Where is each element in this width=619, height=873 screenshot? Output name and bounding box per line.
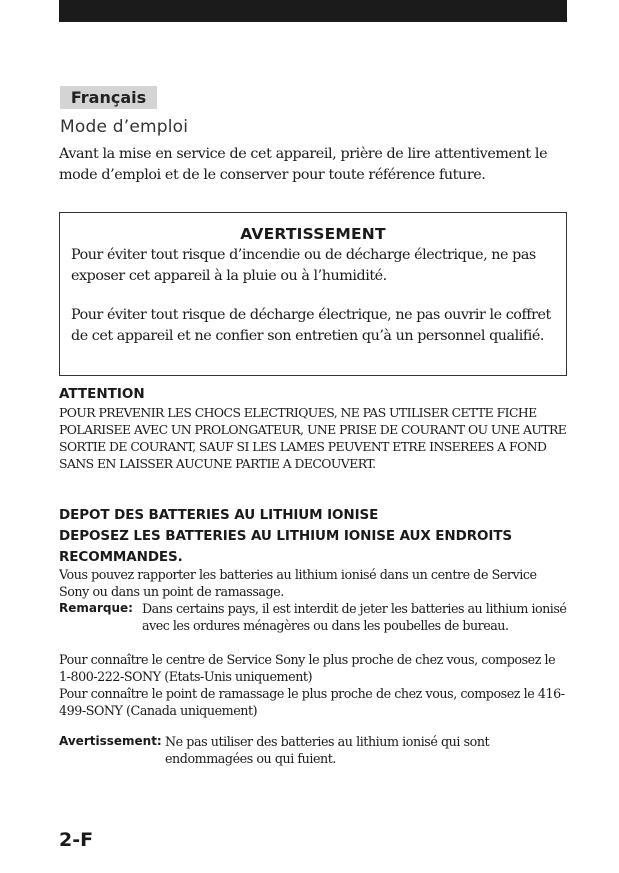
section-title: Mode d’emploi <box>60 117 189 137</box>
intro-paragraph: Avant la mise en service de cet appareil, prière de lire attentivement le mode d’emploi et de le conserver pour toute référence future. <box>59 146 548 183</box>
page-number: 2-F <box>59 829 94 851</box>
contact-us-text: Pour connaître le centre de Service Sony le plus proche de chez vous, composez le 1-800-222-SONY (Etats-Unis uniquement) <box>59 652 556 684</box>
remark-text: Dans certains pays, il est interdit de jeter les batteries au lithium ionisé avec les ordures ménagères ou dans les poubelles de bureau. <box>142 601 567 633</box>
warning-paragraph-fire: Pour éviter tout risque d’incendie ou de décharge électrique, ne pas exposer cet appareil à la pluie ou à l’humidité. <box>71 247 536 284</box>
battery-disposal-subheading: DEPOSEZ LES BATTERIES AU LITHIUM IONISE AUX ENDROITS RECOMMANDES. <box>59 528 513 565</box>
warning-title: AVERTISSEMENT <box>240 225 386 243</box>
contact-canada-text: Pour connaître le point de ramassage le plus proche de chez vous, composez le 416-499-SONY (Canada uniquement) <box>59 686 565 718</box>
battery-disposal-heading: DEPOT DES BATTERIES AU LITHIUM IONISE <box>59 507 379 523</box>
attention-body: POUR PREVENIR LES CHOCS ELECTRIQUES, NE PAS UTILISER CETTE FICHE POLARISEE AVEC UN PROLONGATEUR, UNE PRISE DE COURANT OU UNE AUTRE SORTIE DE COURANT, SAUF SI LES LAMES PEUVENT ETRE INSEREES A FOND SANS EN LAISSER AUCUNE PARTIE A DECOUVERT. <box>59 405 567 471</box>
warning-paragraph-shock: Pour éviter tout risque de décharge électrique, ne pas ouvrir le coffret de cet appareil et ne confier son entretien qu’à un personnel qualifié. <box>71 307 551 344</box>
attention-title: ATTENTION <box>59 386 145 402</box>
warning-box <box>59 212 567 376</box>
remark-label: Remarque: <box>59 601 133 615</box>
battery-disposal-title <box>59 505 569 568</box>
language-tab: Français <box>60 86 157 109</box>
battery-disposal-body: Vous pouvez rapporter les batteries au lithium ionisé dans un centre de Service Sony ou dans un point de ramassage. <box>59 567 537 599</box>
caution-text: Ne pas utiliser des batteries au lithium ionisé qui sont endommagées ou qui fuient. <box>165 734 490 766</box>
caution-label: Avertissement: <box>59 734 162 748</box>
header-bar <box>59 0 567 22</box>
